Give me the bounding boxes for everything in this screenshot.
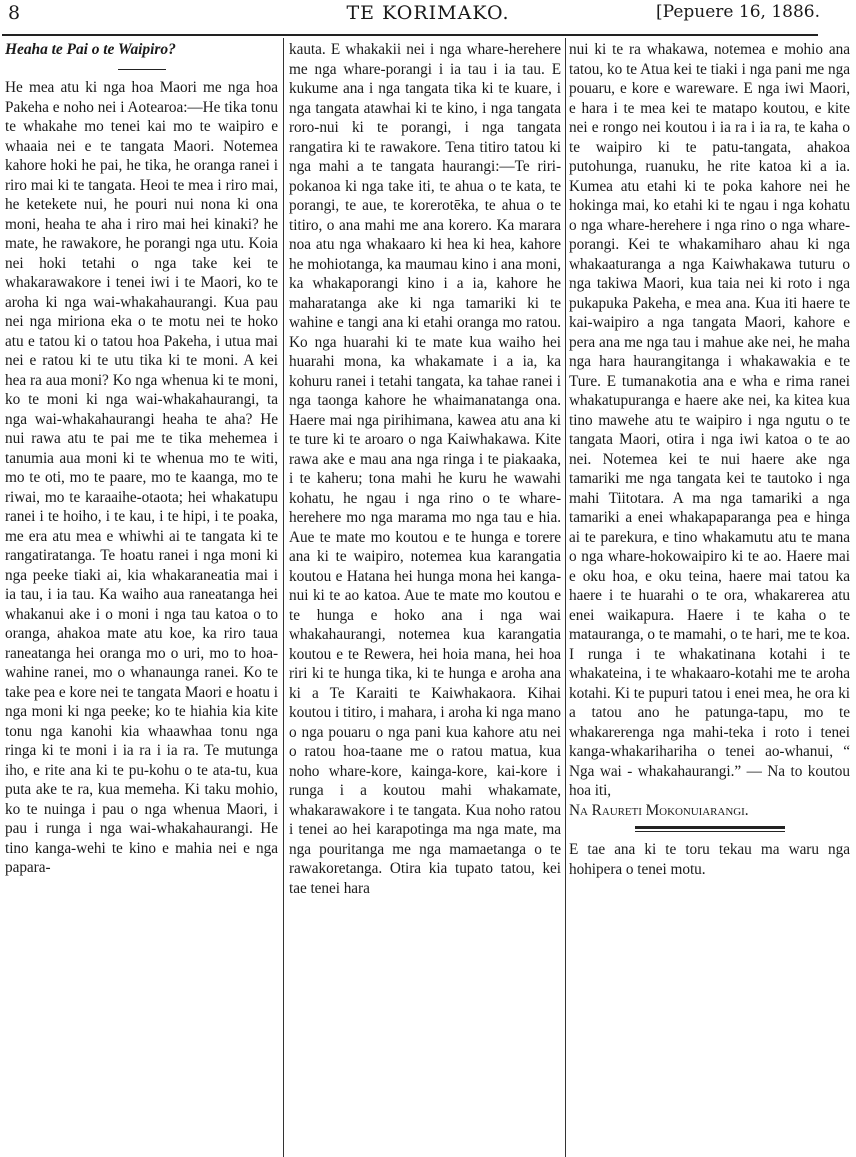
article-column-3 bbox=[569, 40, 850, 1157]
column-divider bbox=[283, 38, 284, 1157]
page-number: 8 bbox=[8, 2, 21, 24]
article-text-column-1: He mea atu ki nga hoa Maori me nga hoa Pakeha e noho nei i Aotearoa:—He tika tonu te whakahe mo tenei kai mo te waipiro e whaaia nei e te tangata Maori. Notemea kahore hoki he pai, he tika, he oranga ranei i riro mai ki te tangata. Heoi te mea i riro mai, he ketekete nui, he pouri nui nona ki ona moni, heaha te aha i riro mai hei kinaki? he mate, he rawakore, he porangi nga utu. Koia nei hoki tetahi o nga take kei te whakarawakore i tenei iwi i te Maori, ko te aroha ki nga wai-whakahaurangi. Kua pau nei nga miriona eka o te motu nei te hoko atu e tatou ki o tatou hoa Pakeha, i utua mai nei e ratou ki te utu tika ki te moni. A kei hea ra aua moni? Ko nga whenua ki te moni, ko te moni ki nga wai-whakahaurangi, ta nga wai-whakahaurangi heaha te aha? He nui rawa atu te pai me te tika mehemea i tanumia aua moni ki te whenua mo te witi, mo te oti, mo te paare, mo te kaanga, mo te riwai, mo te karaaihe-otaota; hei whakatupu ranei i te hoiho, i te kau, i te hipi, i te poaka, me era atu mea e whiwhi ai te tangata ki te rangatiratanga. Te hoatu ranei i nga moni ki nga peeke tiaki ai, kia whakaraneatia mai i ia tau, i ia tau. Ka waiho aua raneatanga hei whakanui ake i o moni i nga tau katoa o to oranga, ahakoa mate atu koe, ka riro taua raneatanga hei oranga mo o uri, mo to hoa-wahine ranei, mo o whanaunga ranei. Ko te take pea e kore nei te tangata Maori e hoatu i nga moni ki nga peeke; ko te hiahia kia kite tonu nga kanohi kia whaawhaa tonu nga ringa ki te moni i ia ra i ia ra. Te mutunga iho, e rite ana ki te pu-kohu o te ata-tu, kua puta ake te ra, kua memeha. Ki taku mohio, ko te nuinga i pau o nga whenua Maori, i pau i runga i nga wai-whakahaurangi. He tino kanga-wehi te kino e mahia nei e nga papara- bbox=[5, 79, 278, 876]
article-text-column-2: kauta. E whakakii nei i nga whare-herehere me nga whare-porangi i ia tau i ia tau. E kukume ana i nga tangata tika ki te kuare, i nga tangata atawhai ki te kino, i nga tangata roro-nui ki te porangi, i nga tangata rangatira ki te rawakore. Tena titiro tatou ki nga mahi a te tangata haurangi:—Te riri-pokanoa ki nga take iti, te ahua o te kata, te porangi, te aue, te korerotēka, te ahua o te titiro, o ana mahi me ana korero. Ka marara noa atu nga whakaaro ki hea ki hea, kahore he mohiotanga, ka maumau kino i ana moni, ka whakaporangi kino i a ia, kahore he maharatanga ake ki nga tamariki ki te wahine e tangi ana ki etahi oranga mo ratou. Ko nga huarahi ki te mate kua waiho hei huarahi mona, ka whakamate i a ia, ka kohuru ranei i tetahi tangata, ka tahae ranei i nga taonga kahore he whaimanatanga ona. Haere mai nga pirihimana, kawea atu ana ki te ture ki te aroaro o nga Kaiwhakawa. Kite rawa ake e mau ana nga ringa i te piakaaka, i te kaheru; tona mahi he kuru he wawahi kohatu, he ngau i nga rino o te whare-herehere mo nga marama mo nga tau e hia. Aue te mate mo koutou e te hunga e torere ana ki te waipiro, notemea kua karangatia koutou e Hatana hei hunga mona hei kanga-nui ki te ao katoa. Aue te mate mo koutou e te hunga e hoko ana i nga wai whakahaurangi, notemea kua karangatia koutou e te Rewera, hei hoia mana, hei hoa riri ki te hunga tika, ki te hunga e aroha ana ki a Te Karaiti te Kaiwhakaora. Kihai koutou i titiro, i mahara, i aroha ki nga mano o nga pouaru o nga pani kua kahore atu nei o ratou hoa-taane me o ratou matua, kua noho whare-kore, kainga-kore, kai-kore i runga i a koutou mahi whakamate, whakarawakore i te tangata. Kua noho ratou i tenei ao hei karapotinga ma nga mate, ma nga pouritanga me nga mamaetanga o te rawakoretanga. Otira kia tupato tatou, kei tae tenei hara bbox=[289, 41, 561, 897]
notice-text: E tae ana ki te toru tekau ma waru nga hohipera o tenei motu. bbox=[569, 841, 850, 878]
article-column-2 bbox=[289, 40, 561, 1157]
header-rule bbox=[2, 34, 818, 36]
newspaper-title: TE KORIMAKO. bbox=[346, 2, 510, 24]
article-heading: Heaha te Pai o te Waipiro? bbox=[5, 41, 176, 58]
issue-date: [Pepuere 16, 1886. bbox=[656, 2, 820, 22]
section-divider bbox=[635, 826, 785, 832]
page-header bbox=[0, 0, 856, 36]
heading-rule bbox=[118, 69, 166, 70]
article-text-column-3: nui ki te ra whakawa, notemea e mohio ana tatou, ko te Atua kei te tiaki i nga pani me nga pouaru, e kore e wareware. E nga iwi Maori, e hara i te mea kei te matapo koutou, e kite nei e rongo nei koutou i ia ra i ia ra, te kaha o te waipiro ki te patu-tangata, ahakoa putohunga, ruanuku, he rite katoa ki a ia. Kumea atu etahi ki te poka kahore nei he hokinga mai, ko etahi ki te ngau i nga kohatu o nga whare-herehere i nga rino o nga whare-porangi. Kei te whakamiharo ahau ki nga whakaaturanga a nga Kaiwhakawa tuturu o nga takiwa Maori, kua taia nei ki roto i nga pukapuka Pakeha, e mea ana. Kua iti haere te kai-waipiro a nga tangata Maori, kahore e pera ana me nga tau i mahue ake nei, he maha nga hara haurangitanga i whakawakia e te Ture. E tumanakotia ana e wha e rima ranei whakatupuranga e haere ake nei, ka kitea kua tino mawehe atu te waipiro i nga ngutu o te tangata Maori, otira i nga iwi katoa o te ao nei. Notemea kei te nui haere ake nga tamariki me nga tangata kei te tautoko i nga mahi Tiitotara. A ma nga tamariki a nga tamariki a enei whakapaparanga pea e hinga ai te parekura, e tino whakamutu atu te mana o nga whare-hokowaipiro ki te ao. Haere mai e oku hoa, e oku teina, haere mai tatou ka haere i te huarahi o te ora, whakarerea atu enei waikapura. Haere i te kaha o te matauranga, o te mamahi, o te hari, me te koa. I runga i te whakatinana kotahi i te whakateina, i te whakaaro-kotahi me te aroha kotahi. Ki te pupuri tatou i enei mea, he ora ki a tatou ano he patunga-tapu, mo te whakarerenga nga mahi-teka i roto i tenei kanga-whakarihariha o tenei ao-whanui, “ Nga wai - whakahaurangi.” — Na to koutou hoa iti, bbox=[569, 41, 850, 799]
article-signature: Na Raureti Mokonuiarangi. bbox=[569, 801, 749, 819]
article-column-1 bbox=[5, 40, 278, 1157]
column-divider bbox=[565, 38, 566, 1157]
